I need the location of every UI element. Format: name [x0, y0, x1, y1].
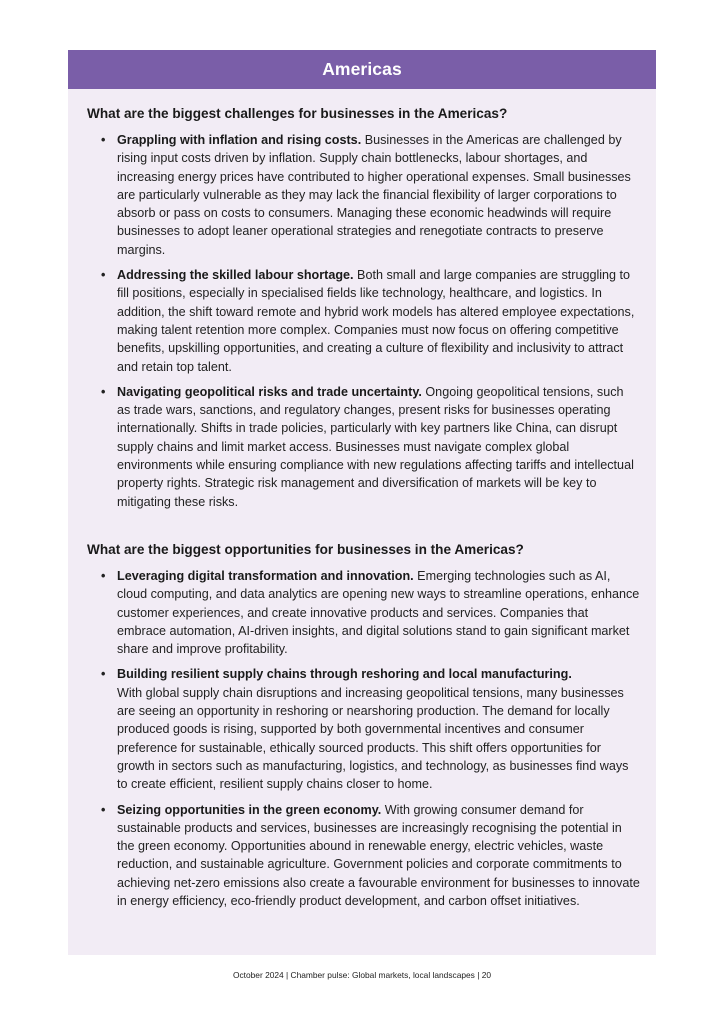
- bullet-icon: •: [101, 268, 106, 283]
- item-lead: Addressing the skilled labour shortage.: [117, 268, 354, 283]
- item-text: Both small and large companies are struggling to fill positions, especially in specialised fields like technology, healthcare, and logistics. In addition, the shift toward remote and hybrid work models has altered employee expectations, making talent retention more complex. Companies must now focus on offering competitive benefits, upskilling opportunities, and creating a culture of flexibility and inclusivity to attract and retain top talent.: [117, 268, 635, 374]
- list-item: [87, 567, 640, 658]
- item-text: Emerging technologies such as AI, cloud computing, and data analytics are opening new ways to streamline operations, enhance customer experiences, and create innovative products and services. Companies that embrace automation, AI-driven insights, and digital solutions stand to gain significant market share and improve profitability.: [117, 568, 640, 657]
- americas-panel: [68, 50, 656, 955]
- list-item: [87, 665, 640, 793]
- panel-header: [68, 50, 656, 89]
- list-item: [87, 266, 640, 376]
- list-item: [87, 131, 640, 259]
- item-lead: Seizing opportunities in the green economy.: [117, 802, 382, 817]
- item-lead: Building resilient supply chains through reshoring and local manufacturing.: [117, 667, 572, 682]
- item-text: With growing consumer demand for sustainable products and services, businesses are increasingly recognising the potential in the green economy. Opportunities abound in renewable energy, electric vehicles, waste reduction, and sustainable agriculture. Government policies and corporate commitments to achieving net-zero emissions also create a favourable environment for businesses to innovate in energy efficiency, eco-friendly product development, and carbon offset initiatives.: [117, 802, 640, 908]
- list-item: [87, 383, 640, 511]
- opportunities-heading: What are the biggest opportunities for businesses in the Americas?: [87, 541, 524, 557]
- item-lead: Navigating geopolitical risks and trade uncertainty.: [117, 384, 422, 399]
- challenges-list: [87, 131, 640, 511]
- bullet-icon: •: [101, 384, 106, 399]
- item-text: With global supply chain disruptions and increasing geopolitical tensions, many businesses are seeing an opportunity in reshoring or nearshoring production. The demand for locally produced goods is rising, supported by both governmental incentives and consumer preference for sustainable, ethically sourced products. This shift offers opportunities for growth in sectors such as manufacturing, logistics, and technology, as businesses find ways to create efficient, resilient supply chains closer to home.: [117, 685, 629, 792]
- panel-title: Americas: [322, 59, 402, 79]
- bullet-icon: •: [101, 568, 106, 583]
- item-lead: Leveraging digital transformation and innovation.: [117, 568, 414, 583]
- challenges-heading: What are the biggest challenges for businesses in the Americas?: [87, 106, 508, 121]
- bullet-icon: •: [101, 802, 106, 817]
- opportunities-list: [87, 567, 640, 910]
- bullet-icon: •: [101, 133, 106, 147]
- list-item: [87, 801, 640, 911]
- item-text: Ongoing geopolitical tensions, such as trade wars, sanctions, and regulatory changes, present risks for businesses operating internationally. Shifts in trade policies, particularly with key partners like China, can disrupt supply chains and limit market access. Businesses must navigate complex global environments while ensuring compliance with new regulations affecting tariffs and intellectual property rights. Strategic risk management and diversification of markets will be key to mitigating these risks.: [117, 384, 634, 509]
- item-lead: Grappling with inflation and rising costs.: [117, 133, 362, 147]
- item-text: Businesses in the Americas are challenged by rising input costs driven by inflation. Supply chain bottlenecks, labour shortages, and increasing energy prices have contributed to higher operational expenses. Small businesses are particularly vulnerable as they may lack the financial flexibility of larger corporations to absorb or pass on costs to consumers. Managing these economic headwinds will require businesses to adopt leaner operational strategies and renegotiate contracts to preserve margins.: [117, 133, 631, 257]
- bullet-icon: •: [101, 667, 106, 682]
- panel-body: [68, 89, 656, 910]
- page-footer: October 2024 | Chamber pulse: Global markets, local landscapes | 20: [232, 970, 492, 980]
